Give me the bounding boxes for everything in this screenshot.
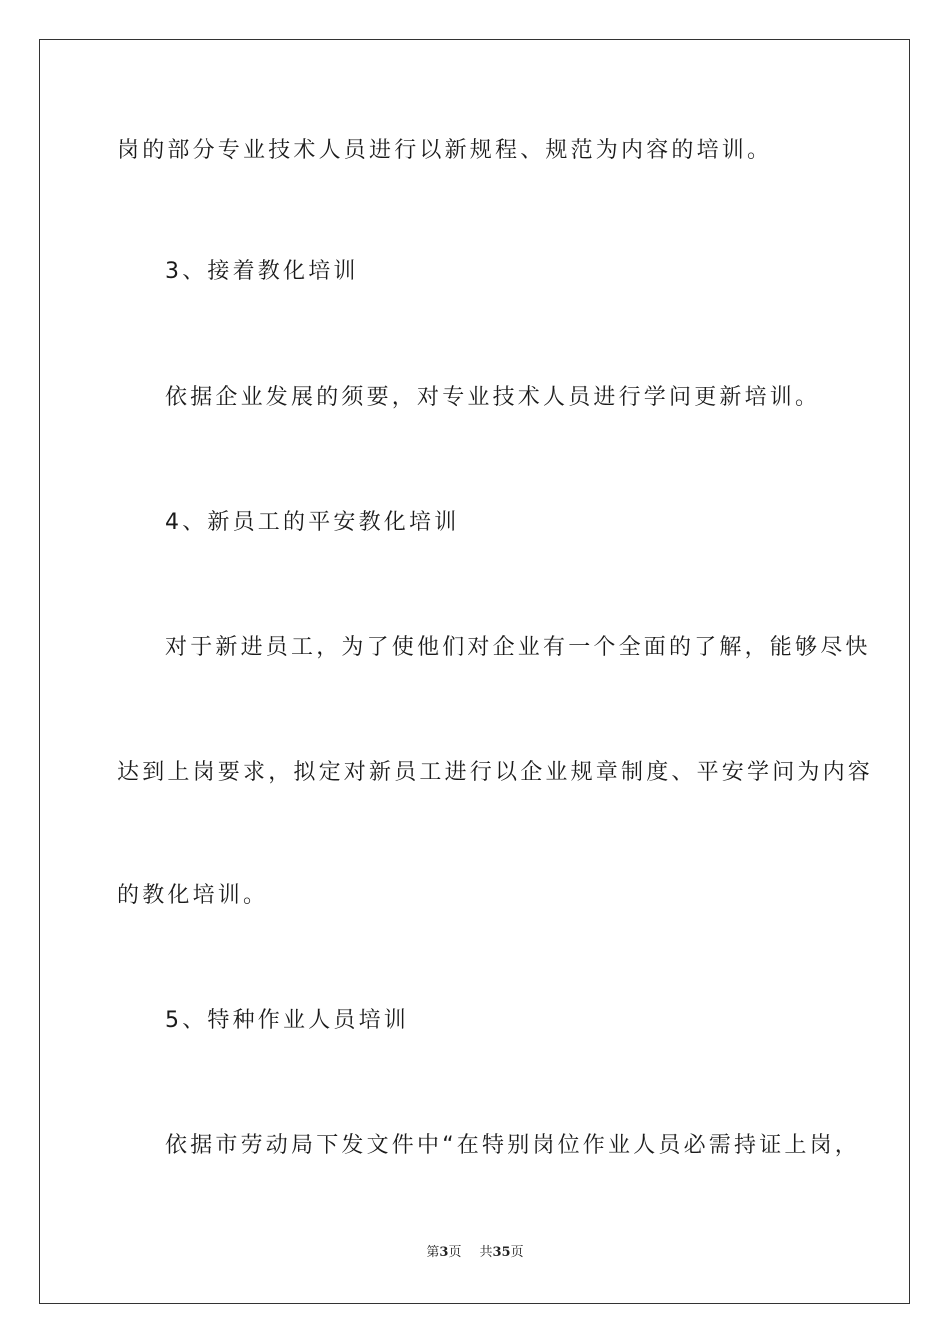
footer-total-prefix: 共	[479, 1245, 493, 1260]
paragraph-line: 达到上岗要求，拟定对新员工进行以企业规章制度、平安学问为内容	[117, 760, 874, 785]
footer-page-prefix: 第	[426, 1245, 440, 1260]
paragraph-line: 对于新进员工，为了使他们对企业有一个全面的了解，能够尽快	[165, 635, 871, 660]
page-border	[39, 39, 910, 1304]
paragraph-line: 依据市劳动局下发文件中“在特别岗位作业人员必需持证上岗，	[165, 1133, 860, 1158]
section-heading-4: 4、新员工的平安教化培训	[165, 510, 460, 535]
section-heading-5: 5、特种作业人员培训	[165, 1008, 409, 1033]
footer-page-total: 35	[492, 1245, 511, 1260]
footer-total-suffix: 页	[510, 1245, 524, 1260]
section-heading-3: 3、接着教化培训	[165, 259, 359, 284]
paragraph-line: 依据企业发展的须要，对专业技术人员进行学问更新培训。	[165, 385, 821, 410]
page-footer	[0, 1243, 950, 1263]
footer-page-suffix: 页	[448, 1245, 462, 1260]
footer-page-current: 3	[439, 1245, 449, 1260]
paragraph-line: 的教化培训。	[117, 883, 269, 908]
paragraph-line: 岗的部分专业技术人员进行以新规程、规范为内容的培训。	[117, 138, 773, 163]
